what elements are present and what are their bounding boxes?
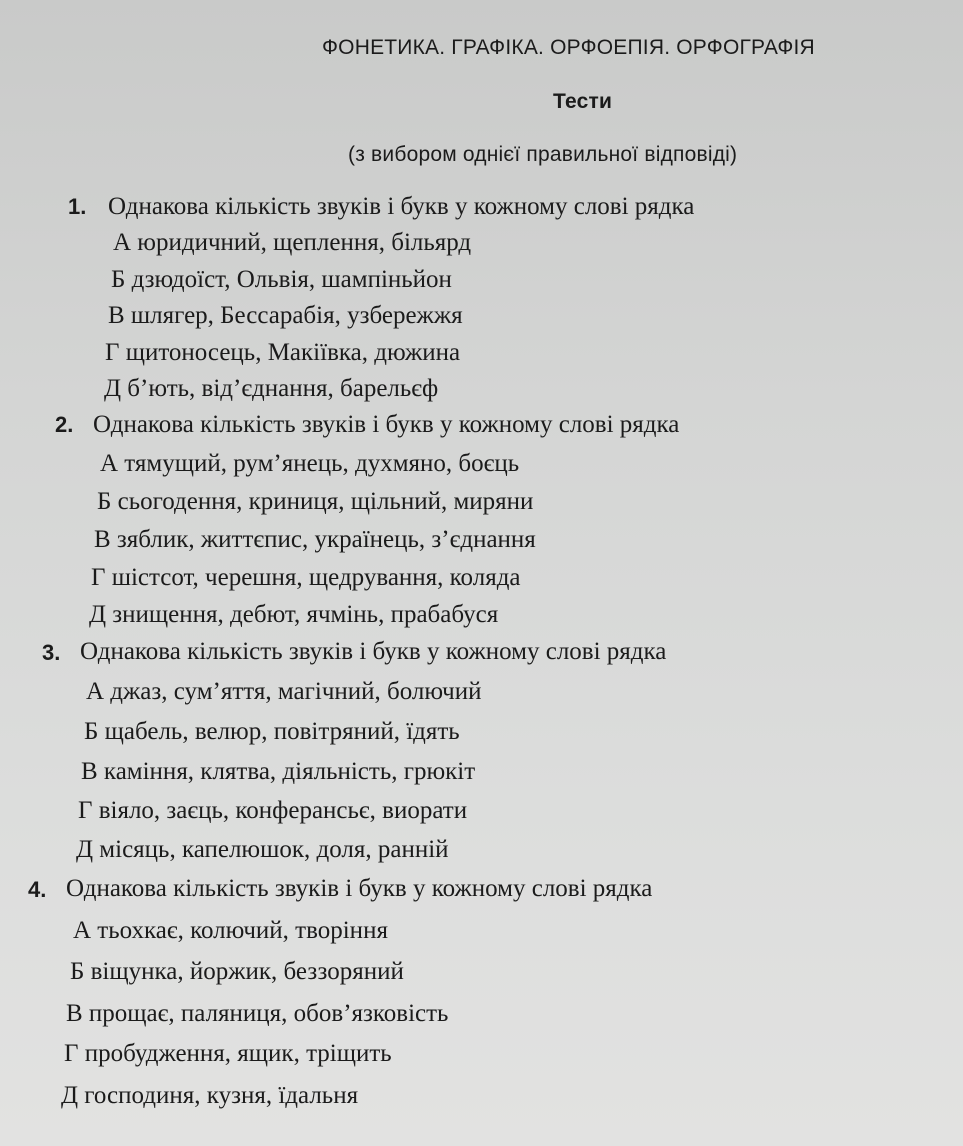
answer-option: Г шістсот, черешня, щедрування, коляда [91, 564, 521, 591]
question-number: 1. [68, 194, 87, 219]
answer-option: В прощає, паляниця, обов’язковість [66, 1000, 449, 1027]
answer-option: Д знищення, дебют, ячмінь, прабабуся [89, 601, 499, 628]
question-number: 3. [42, 640, 61, 665]
answer-option: Б віщунка, йоржик, беззоряний [70, 958, 404, 985]
answer-option: В зяблик, життєпис, українець, з’єднання [94, 526, 536, 553]
answer-option: В шлягер, Бессарабія, узбережжя [108, 302, 463, 329]
question-text: Однакова кількість звуків і букв у кожному слові рядка [80, 638, 667, 665]
answer-option: Б дзюдоїст, Ольвія, шампіньйон [111, 266, 452, 293]
page-title: ФОНЕТИКА. ГРАФІКА. ОРФОЕПІЯ. ОРФОГРАФІЯ [322, 36, 815, 59]
answer-option: А тьохкає, колючий, творіння [73, 917, 388, 944]
answer-option: В каміння, клятва, діяльність, грюкіт [81, 758, 476, 785]
answer-option: Б сьогодення, криниця, щільний, миряни [97, 488, 534, 515]
answer-option: А джаз, сум’яття, магічний, болючий [86, 678, 482, 705]
answer-option: Д б’ють, від’єднання, барельєф [104, 375, 439, 402]
question-number: 4. [28, 877, 47, 902]
answer-option: Г віяло, заєць, конферансьє, виорати [78, 797, 468, 824]
answer-option: А тямущий, рум’янець, духмяно, боєць [100, 450, 520, 477]
question-text: Однакова кількість звуків і букв у кожному слові рядка [108, 193, 695, 220]
answer-option: Г пробудження, ящик, тріщить [64, 1040, 392, 1067]
page-subtitle: Тести [553, 90, 613, 113]
answer-option: Б щабель, велюр, повітряний, їдять [84, 718, 460, 745]
instructions-note: (з вибором однієї правильної відповіді) [348, 143, 738, 166]
answer-option: А юридичний, щеплення, більярд [113, 229, 472, 256]
question-number: 2. [55, 412, 74, 437]
answer-option: Д господиня, кузня, їдальня [61, 1082, 359, 1109]
question-text: Однакова кількість звуків і букв у кожному слові рядка [66, 875, 653, 902]
answer-option: Г щитоносець, Макіївка, дюжина [105, 339, 461, 366]
answer-option: Д місяць, капелюшок, доля, ранній [76, 836, 449, 863]
question-text: Однакова кількість звуків і букв у кожному слові рядка [93, 411, 680, 438]
